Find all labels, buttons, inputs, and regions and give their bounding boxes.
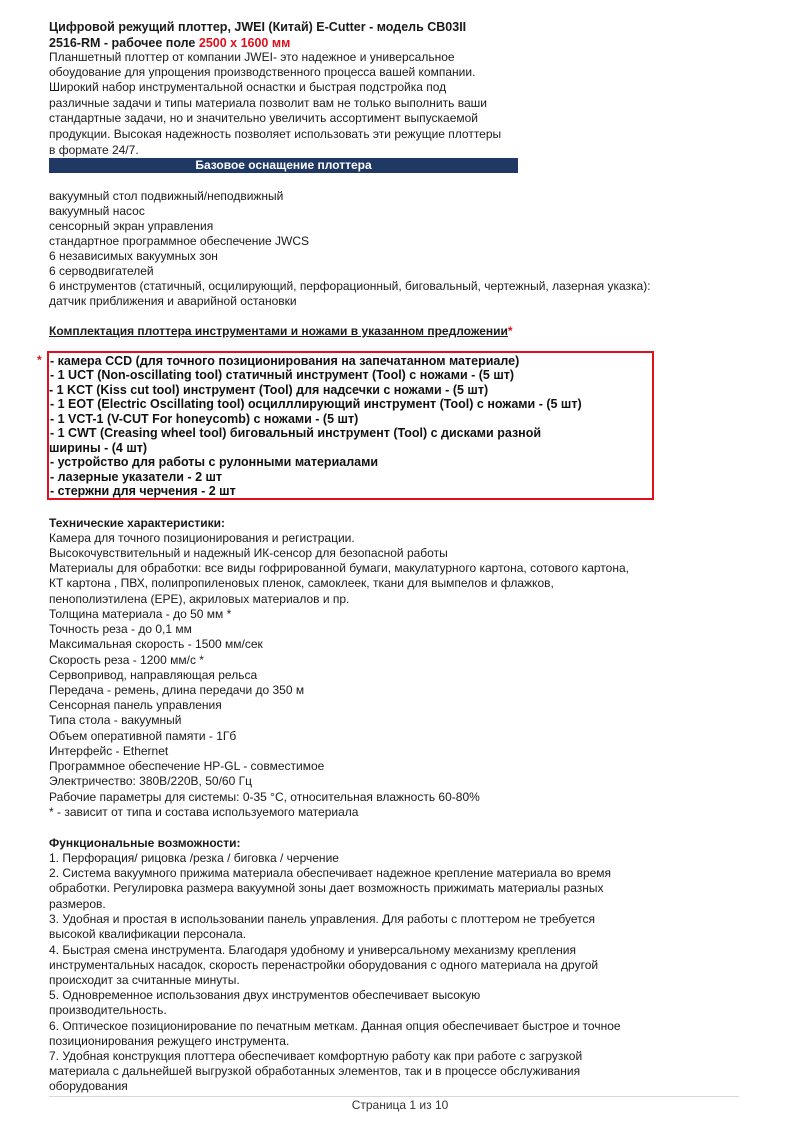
- document-title-line2: [49, 36, 290, 51]
- list-item: вакуумный насос: [49, 204, 145, 218]
- kit-item: - 1 CWT (Creasing wheel tool) биговальный инструмент (Tool) с дисками разной: [50, 426, 542, 440]
- list-item: 6 инструментов (статичный, осцилирующий, перфорационный, биговальный, чертежный, лазерная указка):: [49, 279, 651, 293]
- kit-item: - 1 KCT (Kiss cut tool) инструмент (Tool) для надсечки с ножами - (5 шт): [49, 383, 489, 397]
- kit-heading: [49, 324, 513, 339]
- list-item: датчик приближения и аварийной остановки: [49, 294, 297, 308]
- spec-line: Скорость реза - 1200 мм/с *: [49, 653, 204, 667]
- intro-line: обоудование для упрощения производственного процесса вашей компании.: [49, 65, 476, 79]
- intro-line: продукции. Высокая надежность позволяет использовать эти режущие плоттеры: [49, 127, 502, 141]
- kit-heading-text: Комплектация плоттера инструментами и ножами в указанном предложении: [49, 324, 508, 338]
- spec-footnote: * - зависит от типа и состава используемого материала: [49, 805, 359, 819]
- func-line: 3. Удобная и простая в использовании панель управления. Для работы с плоттером не требуется: [49, 912, 595, 926]
- spec-line: Сервопривод, направляющая рельса: [49, 668, 258, 682]
- intro-line: различные задачи и типы материала позволит вам не только выполнить ваши: [49, 96, 487, 110]
- kit-item: - 1 VCT-1 (V-CUT For honeycomb) с ножами - (5 шт): [50, 412, 359, 426]
- intro-line: в формате 24/7.: [49, 143, 139, 157]
- spec-line: Программное обеспечение HP-GL - совместимое: [49, 759, 325, 773]
- list-item: 6 независимых вакуумных зон: [49, 249, 218, 263]
- spec-line: Материалы для обработки: все виды гофрированной бумаги, макулатурного картона, сотового картона,: [49, 561, 629, 575]
- func-line: высокой квалификации персонала.: [49, 927, 247, 941]
- list-item: вакуумный стол подвижный/неподвижный: [49, 189, 284, 203]
- list-item: 6 серводвигателей: [49, 264, 154, 278]
- kit-item: - 1 EOT (Electric Oscillating tool) осцилллирующий инструмент (Tool) с ножами - (5 шт): [50, 397, 582, 411]
- func-line: размеров.: [49, 897, 106, 911]
- func-line: производительность.: [49, 1003, 167, 1017]
- footer-divider: [49, 1096, 739, 1097]
- kit-item: - стержни для черчения - 2 шт: [50, 484, 236, 498]
- title-prefix: 2516-RM - рабочее поле: [49, 36, 199, 50]
- func-line: обработки. Регулировка размера вакуумной зоны дает возможность прижимать материалы разных: [49, 881, 604, 895]
- func-line: происходит за считанные минуты.: [49, 973, 240, 987]
- document-title-line1: Цифровой режущий плоттер, JWEI (Китай) E-Cutter - модель CB03II: [49, 20, 467, 34]
- spec-line: Высокочувствительный и надежный ИК-сенсор для безопасной работы: [49, 546, 448, 560]
- list-item: стандартное программное обеспечение JWCS: [49, 234, 310, 248]
- spec-line: пенополиэтилена (EPE), акриловых материалов и пр.: [49, 592, 350, 606]
- func-heading: Функциональные возможности:: [49, 836, 241, 850]
- spec-line: Рабочие параметры для системы: 0-35 °С, относительная влажность 60-80%: [49, 790, 480, 804]
- func-line: материала с дальнейшей выгрузкой обработанных элементов, так и в процессе обслуживания: [49, 1064, 581, 1078]
- func-line: оборудования: [49, 1079, 128, 1093]
- spec-line: Передача - ремень, длина передачи до 350 м: [49, 683, 305, 697]
- intro-line: Планшетный плоттер от компании JWEI- это надежное и универсальное: [49, 50, 455, 64]
- spec-line: Максимальная скорость - 1500 мм/сек: [49, 637, 263, 651]
- kit-item: - лазерные указатели - 2 шт: [50, 470, 223, 484]
- func-line: 6. Оптическое позиционирование по печатным меткам. Данная опция обеспечивает быстрое и точное: [49, 1019, 621, 1033]
- kit-item: ширины - (4 шт): [49, 441, 148, 455]
- func-line: 2. Система вакуумного прижима материала обеспечивает надежное крепление материала во время: [49, 866, 612, 880]
- title-work-area: 2500 х 1600 мм: [198, 36, 291, 50]
- list-item: сенсорный экран управления: [49, 219, 214, 233]
- func-line: 5. Одновременное использования двух инструментов обеспечивает высокую: [49, 988, 481, 1002]
- base-equipment-heading: Базовое оснащение плоттера: [49, 158, 518, 173]
- intro-line: стандартные задачи, но и значительно увеличить ассортимент выпускаемой: [49, 111, 478, 125]
- spec-line: Сенсорная панель управления: [49, 698, 222, 712]
- spec-line: Электричество: 380В/220В, 50/60 Гц: [49, 774, 252, 788]
- spec-line: Объем оперативной памяти - 1Гб: [49, 729, 237, 743]
- func-line: позиционирования режущего инструмента.: [49, 1034, 290, 1048]
- tech-heading: Технические характеристики:: [49, 516, 226, 530]
- kit-item: - 1 UCT (Non-oscillating tool) статичный инструмент (Tool) с ножами - (5 шт): [50, 368, 515, 382]
- spec-line: Толщина материала - до 50 мм *: [49, 607, 232, 621]
- kit-heading-star: *: [507, 324, 513, 338]
- kit-item: - камера CCD (для точного позиционирования на запечатанном материале): [50, 354, 520, 368]
- intro-line: Широкий набор инструментальной оснастки и быстрая подстройка под: [49, 80, 447, 94]
- kit-item: - устройство для работы с рулонными материалами: [50, 455, 379, 469]
- func-line: 7. Удобная конструкция плоттера обеспечивает комфортную работу как при работе с загрузкой: [49, 1049, 583, 1063]
- spec-line: Интерфейс - Ethernet: [49, 744, 169, 758]
- page-number: Страница 1 из 10: [351, 1098, 449, 1112]
- func-line: инструментальных насадок, скорость перенастройки оборудования с одного материала на другой: [49, 958, 599, 972]
- spec-line: Камера для точного позиционирования и регистрации.: [49, 531, 355, 545]
- func-line: 1. Перфорация/ рицовка /резка / биговка / черчение: [49, 851, 339, 865]
- spec-line: Точность реза - до 0,1 мм: [49, 622, 192, 636]
- kit-star-marker: *: [37, 353, 42, 367]
- spec-line: Типа стола - вакуумный: [49, 713, 182, 727]
- spec-line: КТ картона , ПВХ, полипропиленовых пленок, самоклеек, ткани для вымпелов и флажков,: [49, 576, 554, 590]
- func-line: 4. Быстрая смена инструмента. Благодаря удобному и универсальному механизму крепления: [49, 943, 576, 957]
